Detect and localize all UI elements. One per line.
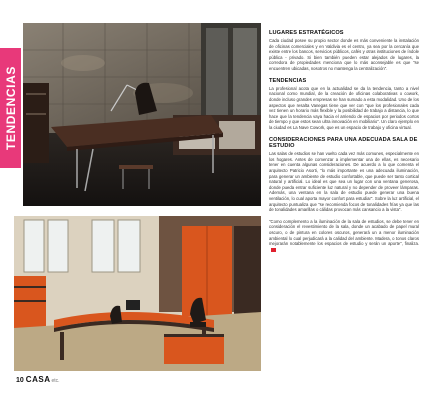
- study-room-illustration: [14, 216, 261, 371]
- end-mark-icon: [271, 248, 276, 252]
- article-section: [269, 30, 419, 72]
- section-body: Las salas de estudios se han vuelto cada vez más comunes, especialmente en los hogares. Antes de comenzar a implementar una de ellas, es necesario tener en cuenta algunas consideraciones. De acuerdo a lo que comenta el arquitecto Patricio Asorti, "lo más importante es una adecuada iluminación, para generar un ambiente de estudio confortable, que puede ser tanto cortical natural y artificial. Lo ideal es que sea un lugar con una ventana generosa, donde pueda entrar suficiente luz natural y no depender de proveer lámparas. Además, una ventana en la sala de estudio puede generar una buena ventilación, lo cual aporta mayor confort para estudiar". Sobre la luz artificial, el arquitecto puntualiza que "se recomienda focos de tonalidades frías ya que las de tonalidades amarillas o cálidas provocan más cansancio a la vista".: [269, 151, 419, 213]
- study-room-photo: [14, 216, 261, 371]
- office-photo-dark: [23, 23, 261, 206]
- section-tab-label: TENDENCIAS: [4, 66, 18, 151]
- article-section: [269, 219, 419, 253]
- section-heading: CONSIDERACIONES PARA UNA ADECUADA SALA DE ESTUDIO: [269, 136, 418, 150]
- article-section: [269, 137, 419, 213]
- section-tab: [0, 48, 21, 168]
- office-illustration: [23, 23, 261, 206]
- page-number: 10: [16, 377, 24, 384]
- tab-dots: [5, 172, 17, 202]
- dot-icon: [8, 172, 14, 178]
- section-heading: LUGARES ESTRATÉGICOS: [269, 30, 344, 36]
- dot-icon: [8, 192, 14, 198]
- page-footer: [16, 375, 60, 387]
- article-section: [269, 78, 419, 131]
- section-heading: TENDENCIAS: [269, 77, 307, 84]
- section-body: Cada ciudad posee su propio sector donde es más conveniente la instalación de oficinas comerciales y en Valdivia es el centro, ya sea por la cercanía que existe entre los bancos, servicios públicos, cafés y otras instituciones de índole pública - privado. Si bien también pueden estar alejados de lugares, la corredora de propiedades menciona que lo más aconsejable es que "se encuentren ubicadas, nosotros no mantenga la centralización".: [269, 38, 419, 72]
- brand-suffix: etc.: [51, 378, 60, 384]
- section-body: La profesional acota que en la actualidad se da la tendencia, tanto a nivel nacional como mundial, de la creación de oficinas colaborativas o cowork, donde incluso grandes empresas se han sumado a esta modalidad. Uno de los aspectos que resalta Vanegas tiene que ver con "que los profesionales cada vez tienen un horario más flexible y la posibilidad de trabajo a distancia, lo que hace que la tendencia vaya hacia el arriendo de espacios por periodos cortos de tiempo y que estos sean ultra innovación en mobiliario". Un claro ejemplo en la ciudad es La Nave Cowork, que es un espacio de trabajo y oficina virtual.: [269, 85, 419, 130]
- article-column: [269, 30, 419, 258]
- section-body-final: [269, 219, 419, 253]
- brand-logo: CASA: [25, 375, 51, 384]
- dot-icon: [8, 182, 14, 188]
- final-body-text: "Como complemento a la iluminación de la sala de estudios, se debe tener en consideración el revestimiento de la sala, donde un acabado de papel mural oscuro, o de pintura en colores oscuros, generará un a menor iluminación ambiental lo cual perjudicará a la calidad del ambiente. Madera, o tonos claros mejorarán notablemente los espacios de estudio y serán un aporte", finaliza.: [269, 218, 419, 247]
